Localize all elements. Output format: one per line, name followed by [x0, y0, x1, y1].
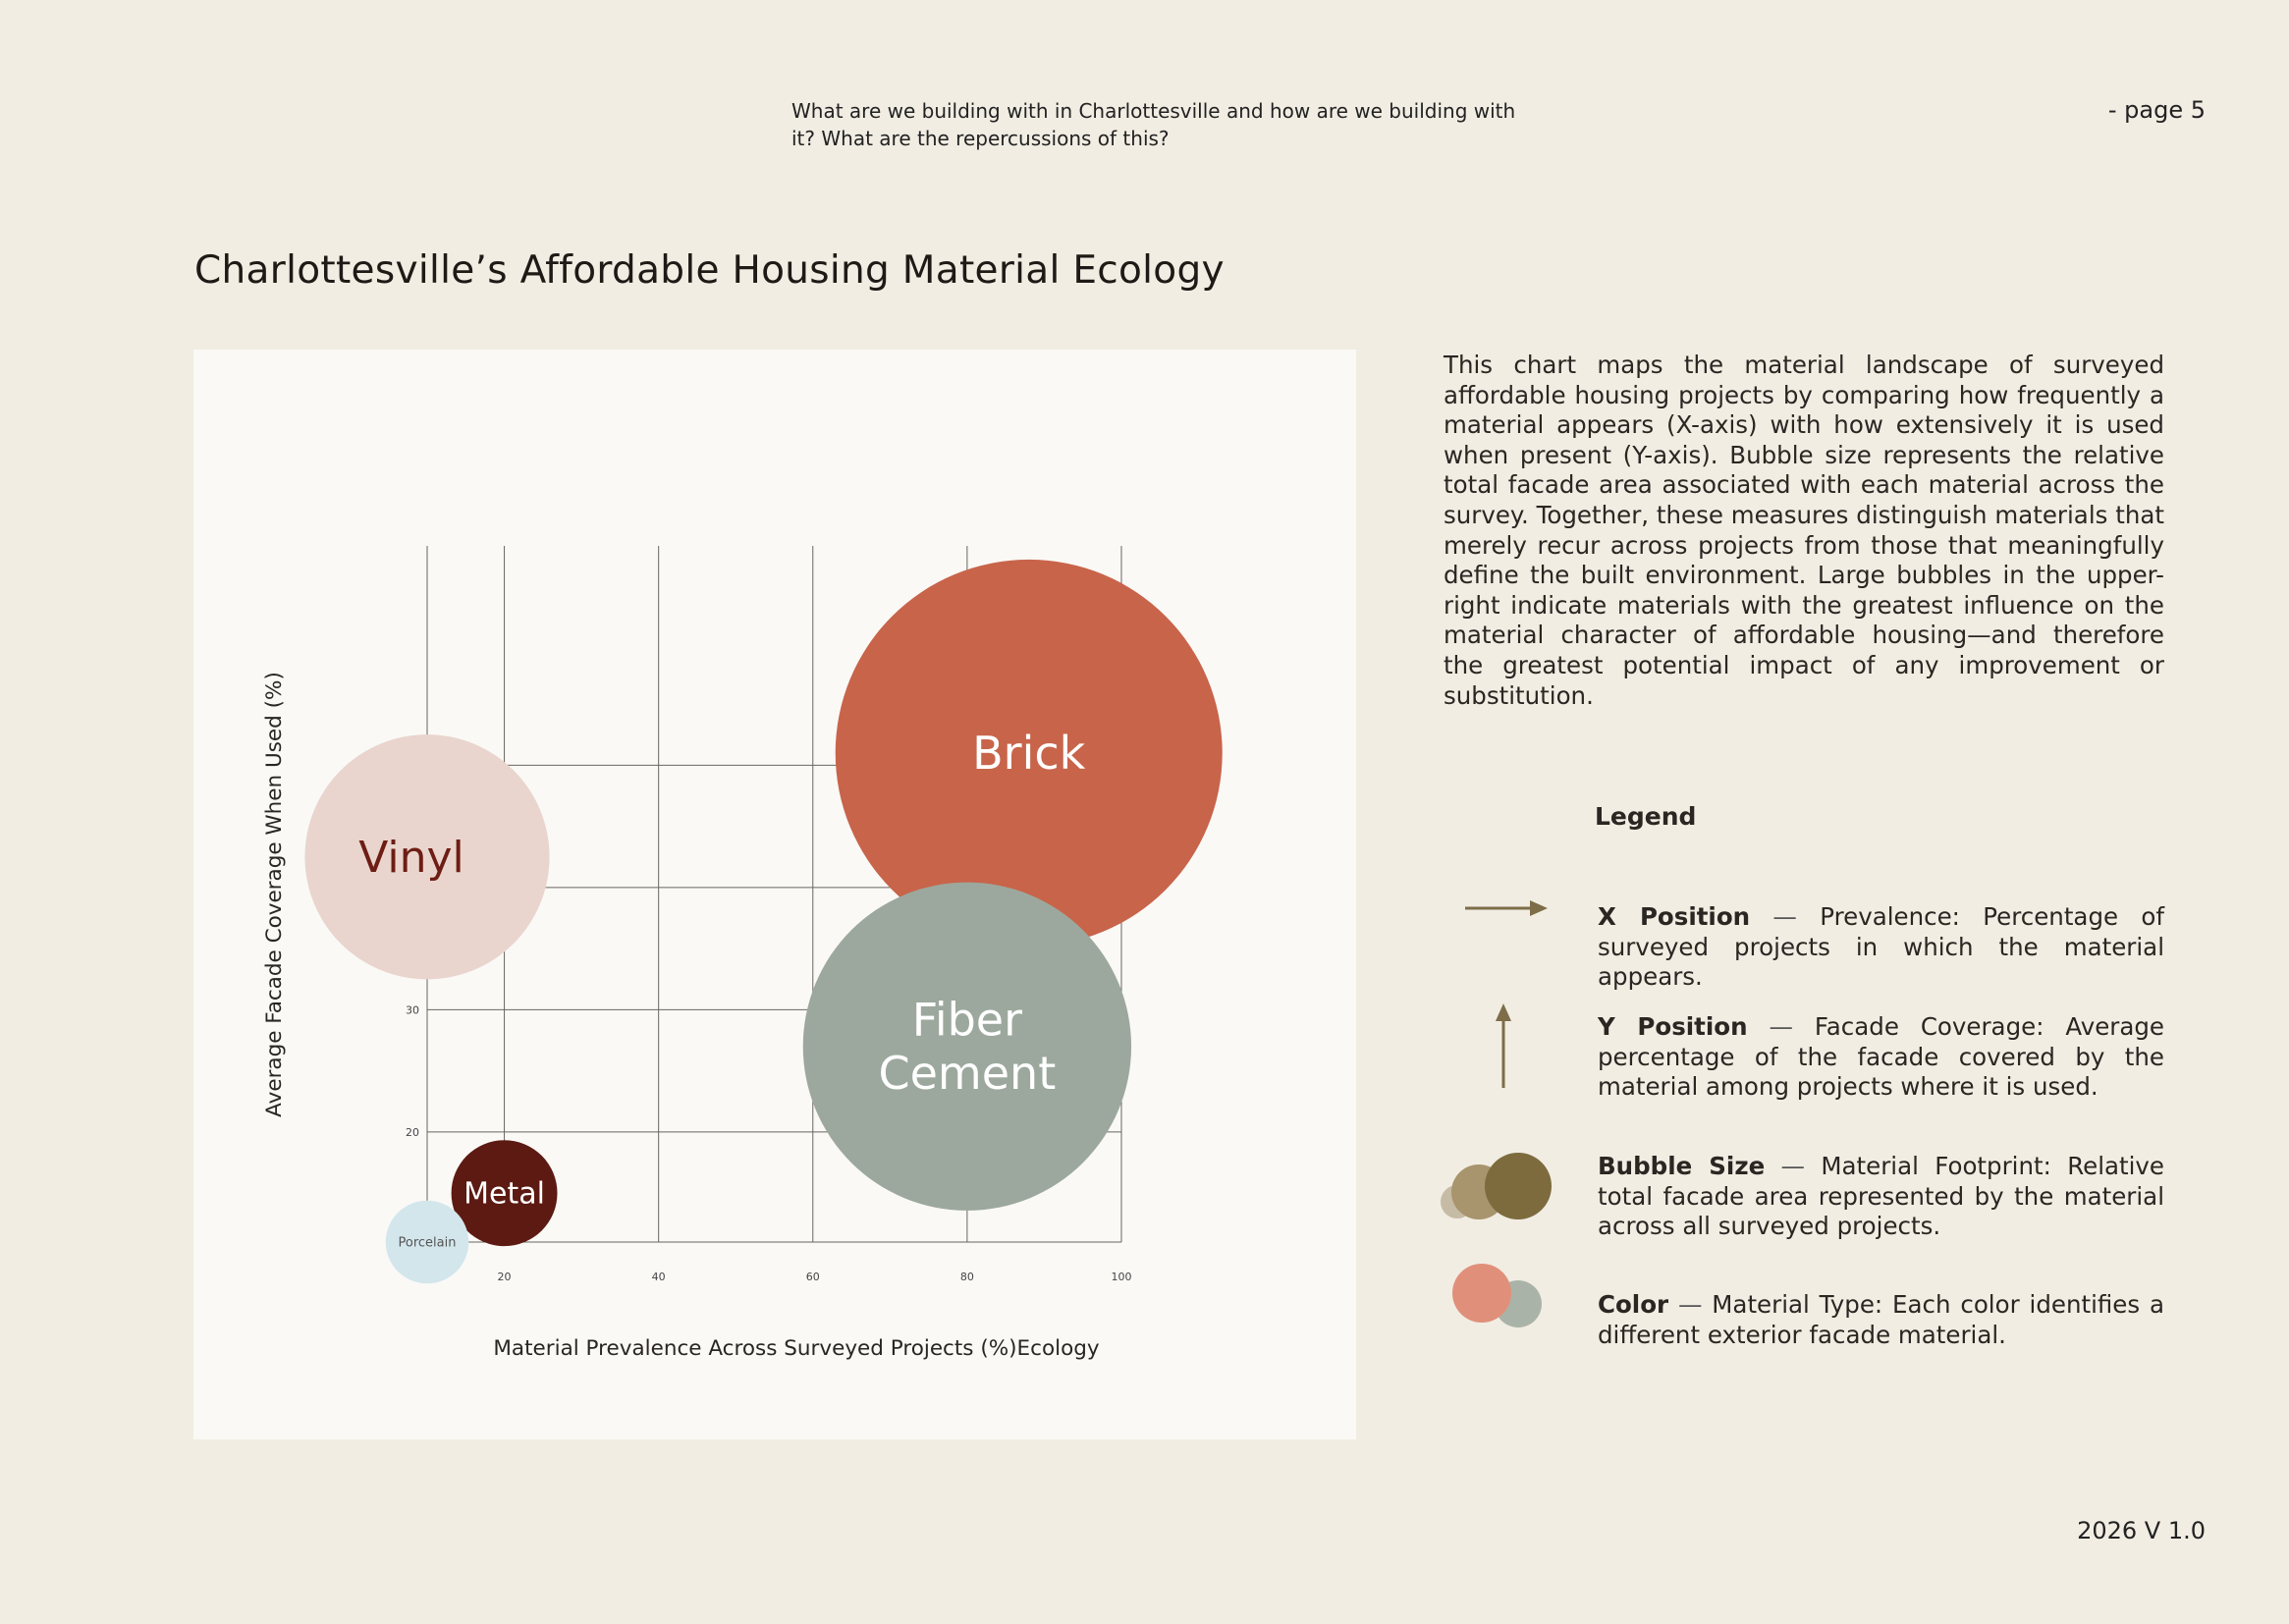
x-tick-label: 40 — [651, 1271, 666, 1283]
bubbles — [304, 560, 1222, 1283]
x-tick-label: 20 — [497, 1271, 512, 1283]
chart-description: This chart maps the material landscape of surveyed affordable housing projects by comparing how frequently a material appears (X-axis) with how extensively it is used when present (Y-axis). Bubble size represents the relative total facade area associated with each material across the survey. Together, these measures distinguish materials that merely recur across projects from those that meaningfully define the built environment. Large bubbles in the upper-right indicate materials with the greatest influence on the material character of affordable housing—and therefore the greatest potential impact of any improvement or substitution. — [1444, 351, 2164, 710]
page-number: - page 5 — [2107, 96, 2206, 124]
legend-item-bubble-size: Bubble Size — Material Footprint: Relative total facade area represented by the material across all surveyed projects. — [1598, 1152, 2164, 1241]
bubble-label-brick: Brick — [972, 727, 1086, 781]
bubble-label-fiber-cement: Fiber — [911, 993, 1023, 1047]
chart-panel — [193, 350, 1356, 1439]
y-tick-label: 20 — [406, 1125, 419, 1139]
y-axis-label: Average Facade Coverage When Used (%) — [262, 672, 287, 1117]
arrow-up-icon — [1487, 1003, 1520, 1092]
x-tick-label: 60 — [805, 1271, 820, 1283]
legend-item-color: Color — Material Type: Each color identifies a different exterior facade material. — [1598, 1290, 2164, 1349]
bubble-size-icon — [1434, 1149, 1561, 1227]
bubble-label-metal: Metal — [463, 1176, 545, 1212]
bubble-label-vinyl: Vinyl — [358, 833, 464, 884]
version-footer: 2026 V 1.0 — [2077, 1517, 2206, 1544]
legend-item-x-position: X Position — Prevalence: Percentage of surveyed projects in which the material appears. — [1598, 902, 2164, 992]
bubble-label-porcelain: Porcelain — [398, 1235, 457, 1251]
color-swatch-icon — [1447, 1263, 1546, 1331]
bubble-label-fiber-cement: Cement — [878, 1047, 1057, 1101]
x-axis-label: Material Prevalence Across Surveyed Projects (%)Ecology — [493, 1336, 1100, 1361]
bubble-chart — [193, 350, 1356, 1439]
header-question: What are we building with in Charlottesville and how are we building with it? What are the repercussions of this? — [791, 99, 1516, 150]
legend-item-y-position: Y Position — Facade Coverage: Average percentage of the facade covered by the material among projects where it is used. — [1598, 1012, 2164, 1102]
legend-title: Legend — [1595, 802, 1697, 831]
y-tick-label: 30 — [406, 1003, 419, 1017]
x-tick-label: 80 — [959, 1271, 974, 1283]
arrow-right-icon — [1461, 889, 1555, 928]
x-tick-label: 100 — [1111, 1271, 1132, 1283]
page-title: Charlottesville’s Affordable Housing Material Ecology — [194, 248, 1225, 293]
